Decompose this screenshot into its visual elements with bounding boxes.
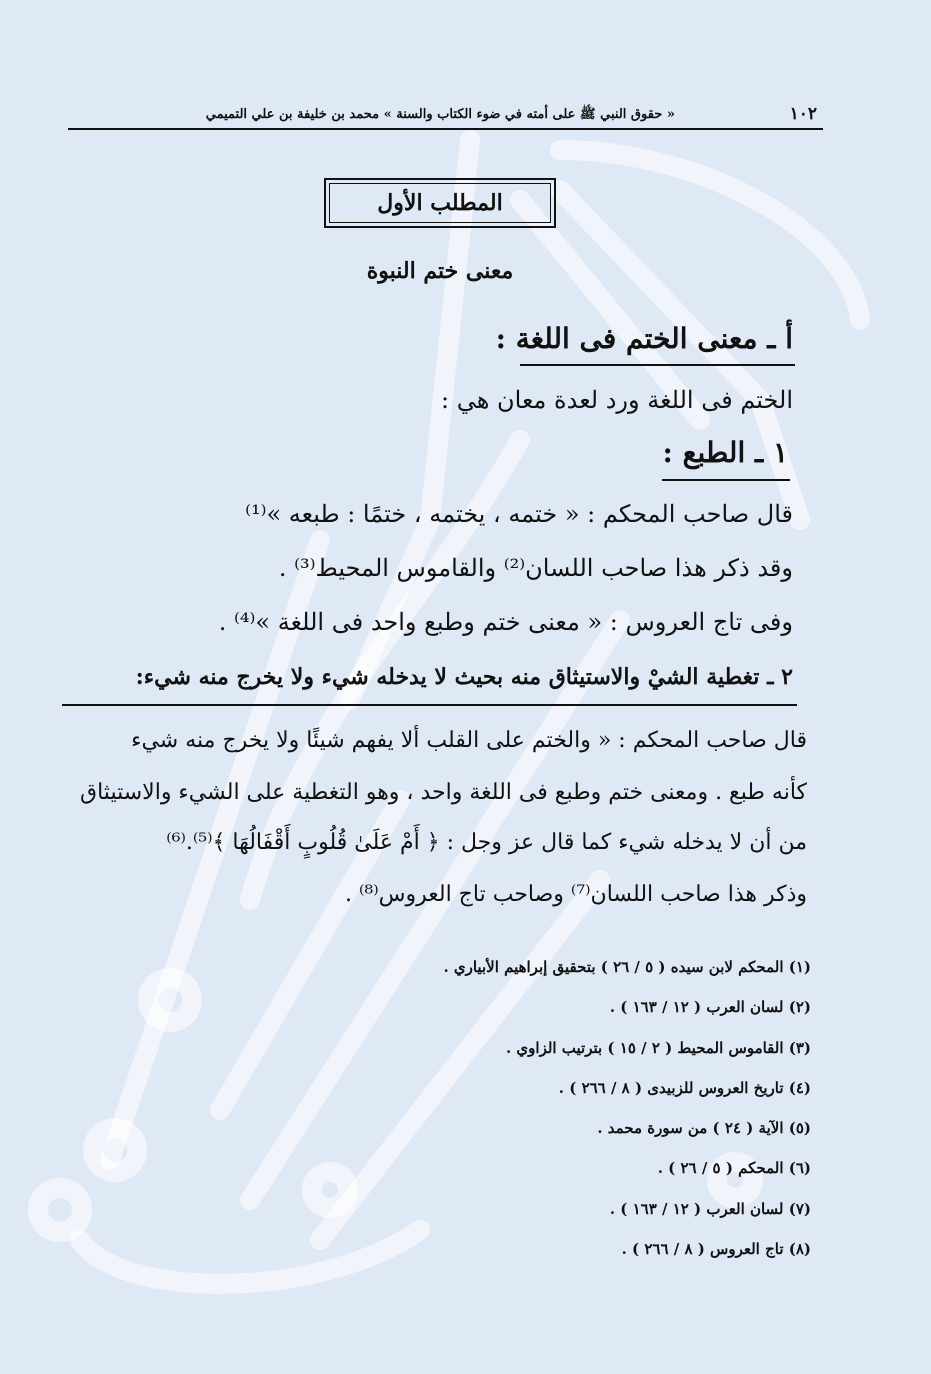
footnote: (٢) لسان العرب ( ١٢ / ١٦٣ ) .: [609, 998, 811, 1017]
paragraph-line: قال صاحب المحكم : « والختم على القلب ألا يفهم شيئًا ولا يخرج منه شيء: [131, 728, 807, 753]
footnote: (١) المحكم لابن سيده ( ٥ / ٢٦ ) بتحقيق إبراهيم الأبياري .: [443, 958, 811, 976]
section-subtitle: معنى ختم النبوة: [366, 258, 514, 284]
paragraph-line: وذكر هذا صاحب اللسان⁽⁷⁾ وصاحب تاج العروس⁽⁸⁾ .: [345, 882, 807, 907]
running-header: [68, 98, 823, 130]
page-number: ١٠٢: [789, 104, 817, 124]
paragraph-line: كأنه طبع . ومعنى ختم وطبع فى اللغة واحد ، وهو التغطية على الشيء والاستيثاق: [80, 780, 807, 805]
paragraph-line: قال صاحب المحكم : « ختمه ، يختمه ، ختمًا : طبعه »⁽¹⁾: [245, 500, 793, 528]
footnote: (٤) تاريخ العروس للزبيدى ( ٨ / ٢٦٦ ) .: [558, 1078, 811, 1097]
heading-underline: [520, 364, 795, 366]
running-title: « حقوق النبي ﷺ على أمته في ضوء الكتاب والسنة » محمد بن خليفة بن علي التميمي: [205, 107, 675, 122]
paragraph-line: وقد ذكر هذا صاحب اللسان⁽²⁾ والقاموس المحيط⁽³⁾ .: [278, 554, 793, 582]
paragraph-line: من أن لا يدخله شيء كما قال عز وجل : ﴿ أَمْ عَلَىٰ قُلُوبٍ أَقْفَالُهَا ﴾⁽⁵⁾.⁽⁶⁾: [166, 830, 807, 855]
heading-meaning-2: ٢ ـ تغطية الشيْ والاستيثاق منه بحيث لا يدخله شيء ولا يخرج منه شيء:: [135, 664, 793, 690]
footnotes: [443, 958, 811, 1280]
footnote: (٧) لسان العرب ( ١٢ / ١٦٣ ) .: [609, 1199, 811, 1218]
heading-underline: [662, 479, 790, 481]
heading-linguistic-meaning: أ ـ معنى الختم فى اللغة :: [495, 322, 793, 355]
footnote: (٨) تاج العروس ( ٨ / ٢٦٦ ) .: [621, 1240, 811, 1259]
section-title-box: المطلب الأول: [324, 178, 556, 228]
intro-line: الختم فى اللغة ورد لعدة معان هي :: [441, 386, 793, 414]
footnote: (٥) الآية ( ٢٤ ) من سورة محمد .: [597, 1119, 811, 1138]
footnote: (٣) القاموس المحيط ( ٢ / ١٥ ) بترتيب الزاوي .: [505, 1038, 811, 1057]
paragraph-line: وفى تاج العروس : « معنى ختم وطبع واحد فى اللغة »⁽⁴⁾ .: [218, 608, 793, 636]
footnote: (٦) المحكم ( ٥ / ٢٦ ) .: [657, 1159, 811, 1178]
heading-meaning-1: ١ ـ الطبع :: [662, 436, 788, 469]
heading-underline: [62, 704, 797, 706]
